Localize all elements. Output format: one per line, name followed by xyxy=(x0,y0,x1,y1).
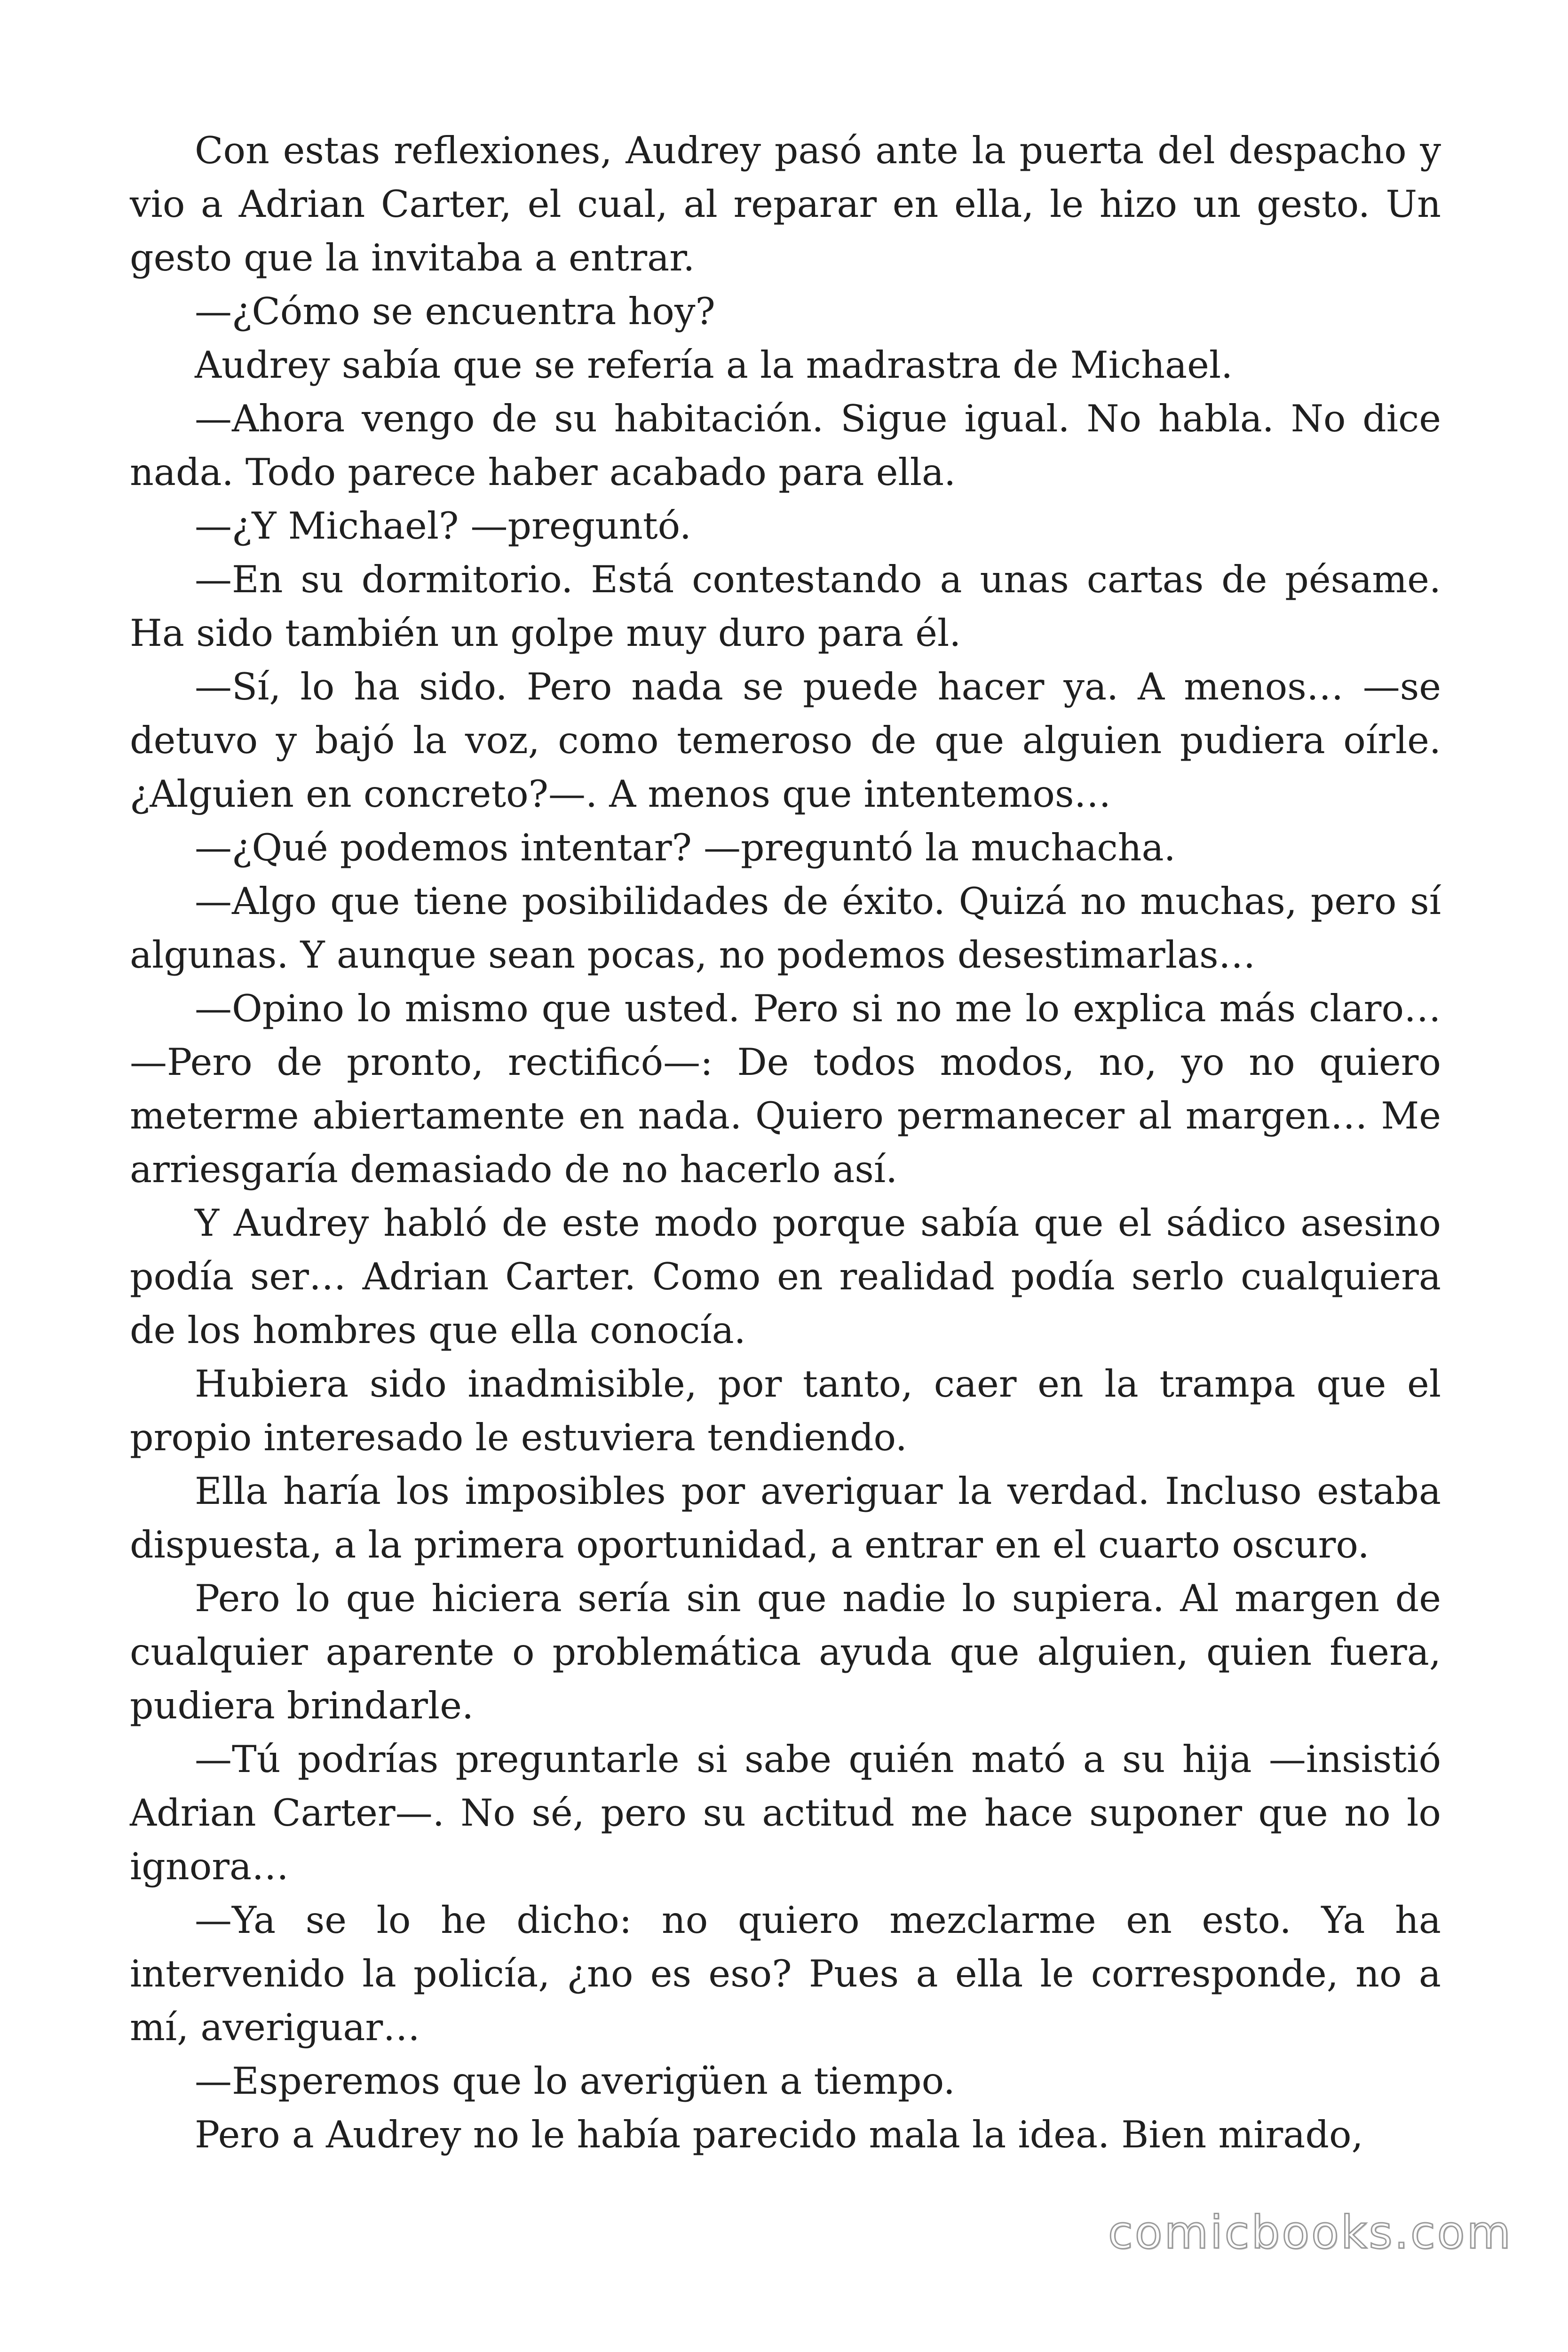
paragraph: Audrey sabía que se refería a la madrastra de Michael. xyxy=(195,343,1233,387)
paragraph: Pero lo que hiciera sería sin que nadie lo supiera. Al margen de cualquier aparente o problemática ayuda que alguien, quien fuera, pudiera brindarle. xyxy=(130,1577,1441,1727)
body-text xyxy=(130,124,1441,2161)
paragraph: —Tú podrías preguntarle si sabe quién mató a su hija —insistió Adrian Carter—. No sé, pero su actitud me hace suponer que no lo ignora… xyxy=(130,1738,1441,1888)
paragraph: Hubiera sido inadmisible, por tanto, caer en la trampa que el propio interesado le estuviera tendiendo. xyxy=(130,1362,1441,1459)
paragraph: —En su dormitorio. Está contestando a unas cartas de pésame. Ha sido también un golpe muy duro para él. xyxy=(130,558,1441,655)
paragraph: —Ahora vengo de su habitación. Sigue igual. No habla. No dice nada. Todo parece haber acabado para ella. xyxy=(130,397,1441,494)
paragraph: Ella haría los imposibles por averiguar la verdad. Incluso estaba dispuesta, a la primera oportunidad, a entrar en el cuarto oscuro. xyxy=(130,1470,1441,1566)
site-watermark: comicbooks.com xyxy=(1108,2206,1513,2259)
paragraph: —Ya se lo he dicho: no quiero mezclarme en esto. Ya ha intervenido la policía, ¿no es eso? Pues a ella le corresponde, no a mí, averiguar… xyxy=(130,1899,1441,2049)
paragraph: —Sí, lo ha sido. Pero nada se puede hacer ya. A menos… —se detuvo y bajó la voz, como temeroso de que alguien pudiera oírle. ¿Alguien en concreto?—. A menos que intentemos… xyxy=(130,665,1441,816)
paragraph: —Opino lo mismo que usted. Pero si no me lo explica más claro… —Pero de pronto, rectificó—: De todos modos, no, yo no quiero meterme abiertamente en nada. Quiero permanecer al margen… Me arriesgaría demasiado de no hacerlo así. xyxy=(130,987,1441,1191)
paragraph: —Esperemos que lo averigüen a tiempo. xyxy=(195,2059,955,2103)
paragraph: —¿Qué podemos intentar? —preguntó la muchacha. xyxy=(195,826,1176,869)
paragraph: Con estas reflexiones, Audrey pasó ante la puerta del despacho y vio a Adrian Carter, el cual, al reparar en ella, le hizo un gesto. Un gesto que la invitaba a entrar. xyxy=(130,129,1441,279)
paragraph: Pero a Audrey no le había parecido mala la idea. Bien mirado, xyxy=(195,2113,1363,2156)
paragraph: Y Audrey habló de este modo porque sabía que el sádico asesino podía ser… Adrian Carter. Como en realidad podía serlo cualquiera de los hombres que ella conocía. xyxy=(130,1201,1441,1352)
paragraph: —¿Y Michael? —preguntó. xyxy=(195,504,691,548)
paragraph: —¿Cómo se encuentra hoy? xyxy=(195,290,715,333)
paragraph: —Algo que tiene posibilidades de éxito. Quizá no muchas, pero sí algunas. Y aunque sean pocas, no podemos desestimarlas… xyxy=(130,880,1441,977)
